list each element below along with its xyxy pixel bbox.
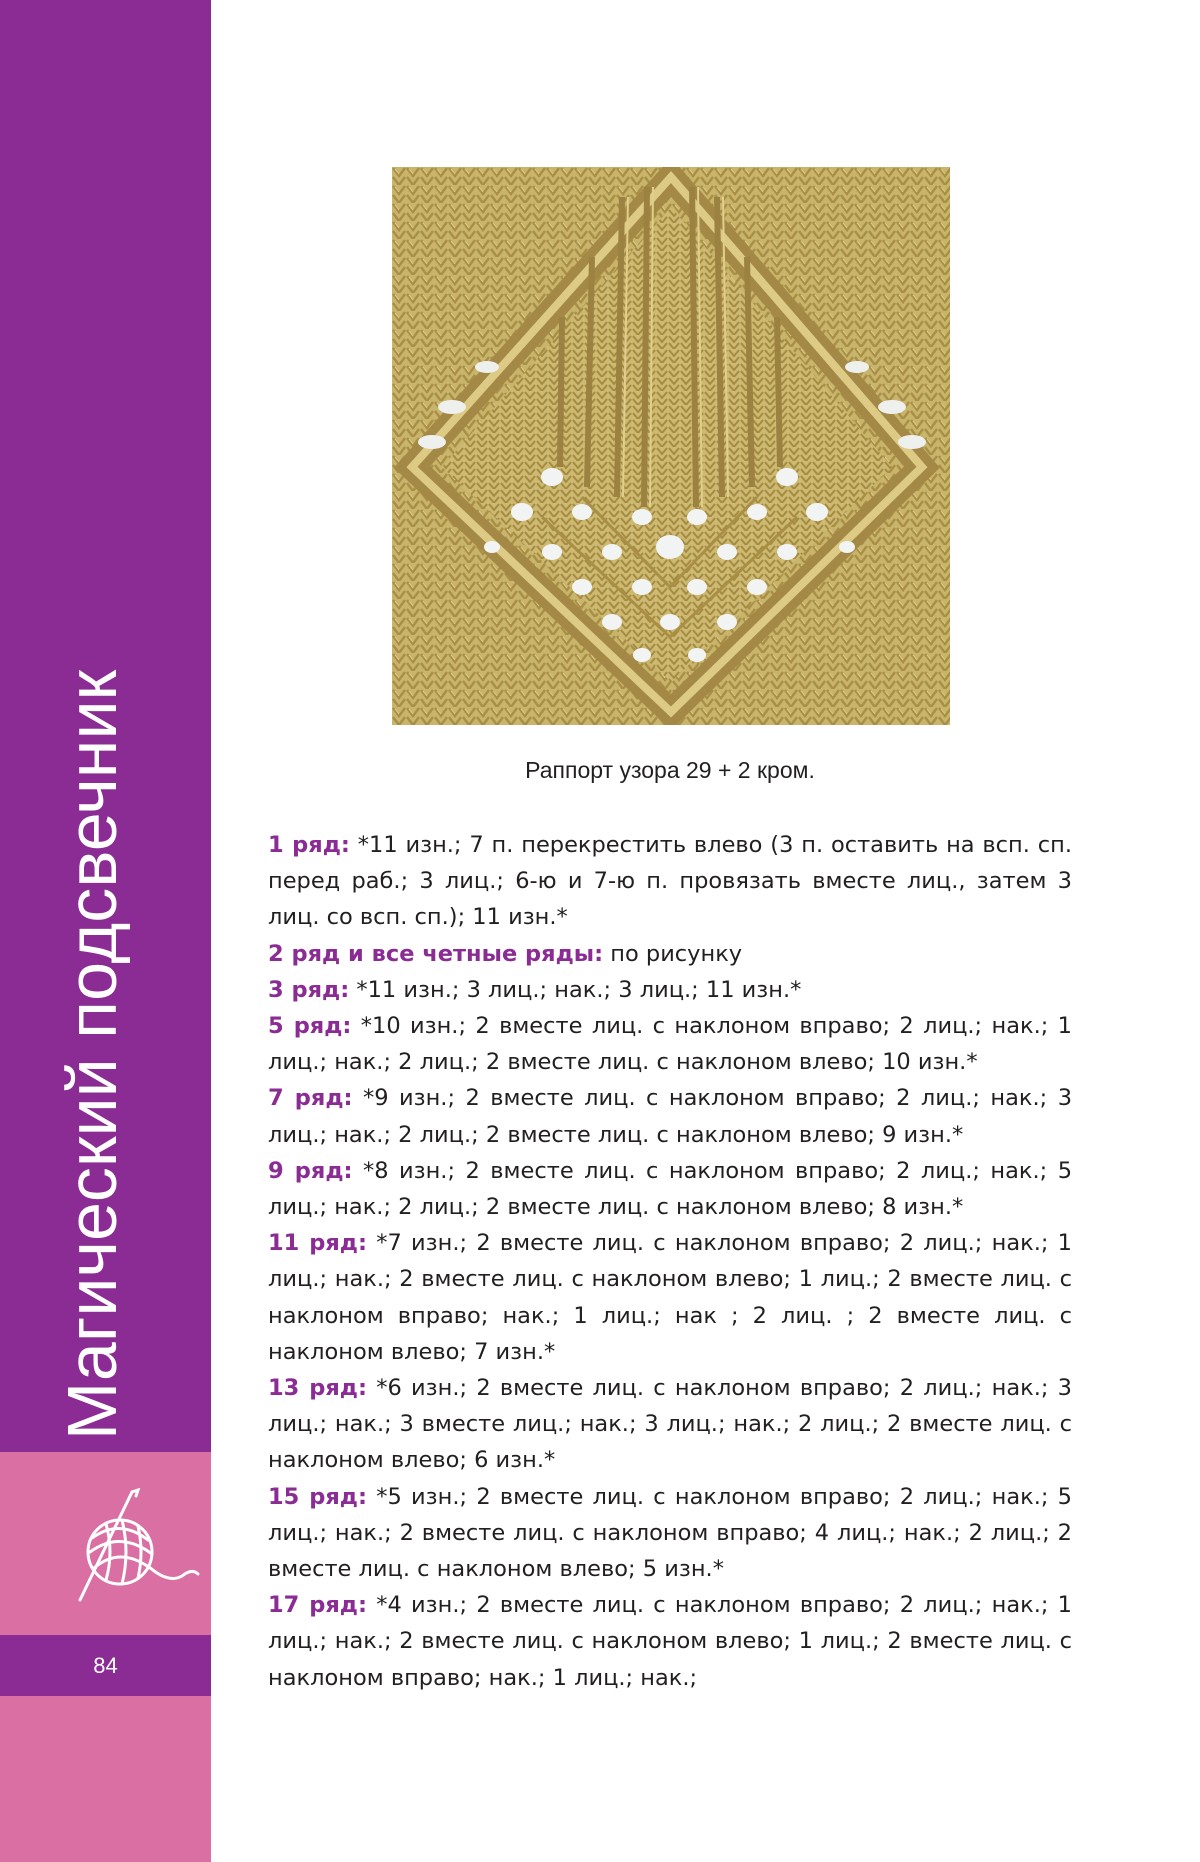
- knitted-sample-photo: [392, 167, 950, 725]
- chapter-title: Магический подсвечник: [53, 669, 131, 1441]
- row-text: *11 изн.; 3 лиц.; нак.; 3 лиц.; 11 изн.*: [349, 976, 802, 1003]
- row-label: 11 ряд:: [268, 1230, 367, 1257]
- row-label: 13 ряд:: [268, 1375, 367, 1402]
- row-text: *7 изн.; 2 вместе лиц. с наклоном вправо; 2 лиц.; нак.; 1 лиц.; нак.; 2 вместе лиц. с наклоном влево; 1 лиц.; 2 вместе лиц. с наклоном вправо; нак.; 1 лиц.; нак ; 2 лиц. ; 2 вместе лиц. с наклоном влево; 7 изн.*: [268, 1230, 1072, 1365]
- row-instructions: [268, 827, 1072, 1696]
- row-instruction: [268, 972, 1072, 1008]
- row-instruction: [268, 1008, 1072, 1080]
- row-label: 7 ряд:: [268, 1085, 353, 1112]
- page-number: 84: [93, 1652, 118, 1678]
- row-instruction: [268, 1225, 1072, 1370]
- yarn-ball-icon: [70, 1488, 200, 1608]
- row-label: 17 ряд:: [268, 1592, 367, 1619]
- row-label: 2 ряд и все четные ряды:: [268, 940, 604, 967]
- row-label: 9 ряд:: [268, 1157, 353, 1184]
- row-instruction: [268, 827, 1072, 936]
- row-label: 1 ряд:: [268, 832, 350, 858]
- row-text: *5 изн.; 2 вместе лиц. с наклоном вправо; 2 лиц.; нак.; 5 лиц.; нак.; 2 вместе лиц. с наклоном вправо; 4 лиц.; нак.; 2 лиц.; 2 вместе лиц. с наклоном влево; 5 изн.*: [268, 1483, 1072, 1583]
- row-text: по рисунку: [603, 940, 743, 967]
- row-text: *10 изн.; 2 вместе лиц. с наклоном вправо; 2 лиц.; нак.; 1 лиц.; нак.; 2 лиц.; 2 вместе лиц. с наклоном влево; 10 изн.*: [268, 1013, 1072, 1076]
- row-instruction: [268, 1587, 1072, 1696]
- row-text: *9 изн.; 2 вместе лиц. с наклоном вправо; 2 лиц.; нак.; 3 лиц.; нак.; 2 лиц.; 2 вместе лиц. с наклоном влево; 9 изн.*: [268, 1085, 1073, 1148]
- row-instruction: [268, 1153, 1072, 1225]
- row-label: 5 ряд:: [268, 1013, 352, 1040]
- row-instruction: [268, 1479, 1072, 1588]
- row-text: *6 изн.; 2 вместе лиц. с наклоном вправо; 2 лиц.; нак.; 3 лиц.; нак.; 3 вместе лиц.; нак.; 3 лиц.; нак.; 2 лиц.; 2 вместе лиц. с наклоном влево; 6 изн.*: [268, 1375, 1072, 1474]
- row-instruction: [268, 936, 1072, 972]
- row-label: 3 ряд:: [268, 976, 350, 1003]
- row-instruction: [268, 1080, 1072, 1152]
- row-text: *8 изн.; 2 вместе лиц. с наклоном вправо; 2 лиц.; нак.; 5 лиц.; нак.; 2 лиц.; 2 вместе лиц. с наклоном влево; 8 изн.*: [268, 1157, 1073, 1221]
- row-instruction: [268, 1370, 1072, 1479]
- sidebar: [0, 0, 211, 1862]
- row-text: *11 изн.; 7 п. перекрестить влево (3 п. оставить на всп. сп. перед раб.; 3 лиц.; 6-ю и 7-ю п. провязать вместе лиц., затем 3 лиц. со всп. сп.); 11 изн.*: [268, 832, 1072, 931]
- row-text: *4 изн.; 2 вместе лиц. с наклоном вправо; 2 лиц.; нак.; 1 лиц.; нак.; 2 вместе лиц. с наклоном влево; 1 лиц.; 2 вместе лиц. с наклоном вправо; нак.; 1 лиц.; нак.;: [268, 1592, 1072, 1691]
- pattern-caption: Раппорт узора 29 + 2 кром.: [525, 757, 815, 783]
- row-label: 15 ряд:: [268, 1483, 367, 1510]
